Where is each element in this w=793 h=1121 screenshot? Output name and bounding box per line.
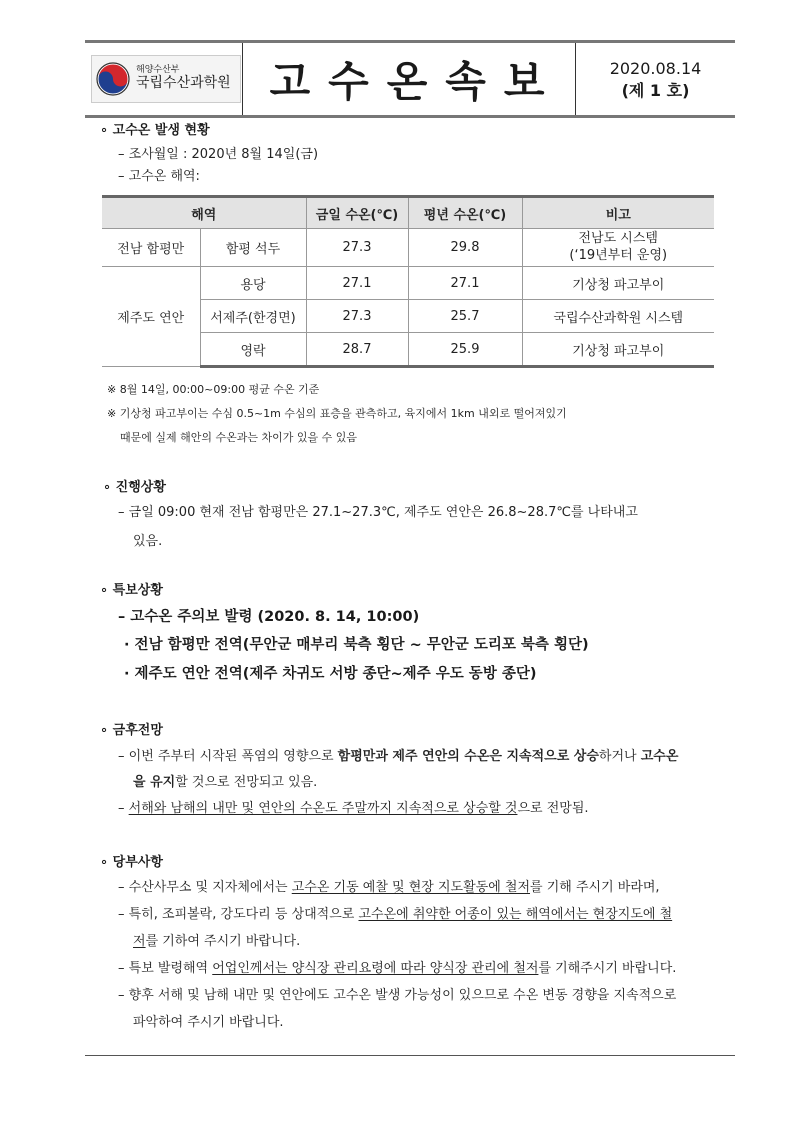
ministry-name: 해양수산부: [136, 65, 180, 76]
outlook-emphasis: 고수온: [640, 749, 679, 764]
warning-issued: – 고수온 주의보 발령 (2020. 8. 14, 10:00): [118, 609, 420, 625]
request-text: – 특히, 조피볼락, 강도다리 등 상대적으로: [118, 907, 359, 922]
outlook-text: 할 것으로 전망되고 있음.: [175, 775, 318, 790]
request-underline: 저: [133, 934, 146, 949]
remarks-cell: 기상청 파고부이: [522, 333, 714, 367]
remarks-line-1: 전남도 시스템: [578, 230, 658, 246]
table-row: [102, 267, 714, 300]
date-cell: [575, 43, 735, 115]
request-text: 를 기해주시기 바랍니다.: [538, 961, 677, 976]
today-temp-cell: 27.3: [306, 229, 408, 267]
site-cell: 용당: [200, 267, 306, 300]
section-title-outlook: ∘ 금후전망: [100, 723, 163, 738]
request-text: – 특보 발령해역: [118, 961, 213, 976]
warning-area-2: · 제주도 연안 전역(제주 차귀도 서방 종단~제주 우도 동방 종단): [124, 666, 537, 682]
outlook-line-1: [118, 750, 678, 763]
today-temp-cell: 28.7: [306, 333, 408, 367]
today-temp-cell: 27.1: [306, 267, 408, 300]
outlook-emphasis: 을 유지: [133, 775, 176, 790]
remarks-cell: 기상청 파고부이: [522, 267, 714, 300]
site-cell: 영락: [200, 333, 306, 367]
outlook-underline: 서해와 남해의 내만 및 연안의 수온도 주말까지 지속적으로 상승할 것: [128, 801, 518, 816]
table-row: [102, 229, 714, 267]
sea-area-label: – 고수온 해역:: [118, 169, 200, 184]
header-remarks: 비고: [522, 197, 714, 229]
outlook-line-2: [133, 776, 317, 789]
footer-divider: [85, 1055, 735, 1056]
request-underline: 고수온에 취약한 어종이 있는 해역에서는 현장지도에 철: [358, 907, 673, 922]
request-text: 를 기해 주시기 바라며,: [530, 880, 660, 895]
normal-temp-cell: 25.9: [408, 333, 522, 367]
outlook-line-3: [118, 802, 589, 815]
request-line-5: – 향후 서해 및 남해 내만 및 연안에도 고수온 발생 가능성이 있으므로 수온 변동 경향을 지속적으로: [118, 988, 677, 1003]
footnote-2: ※ 기상청 파고부이는 수심 0.5~1m 수심의 표층을 관측하고, 육지에서 1km 내외로 떨어져있기: [107, 407, 567, 420]
normal-temp-cell: 27.1: [408, 267, 522, 300]
request-underline: 어업인께서는 양식장 관리요령에 따라 양식장 관리에 철저: [212, 961, 539, 976]
request-line-1: [118, 881, 660, 894]
section-title-status: ∘ 고수온 발생 현황: [100, 123, 210, 138]
table-header-row: [102, 197, 714, 229]
site-cell: 함평 석두: [200, 229, 306, 267]
footnote-1: ※ 8월 14일, 00:00~09:00 평균 수온 기준: [107, 383, 320, 396]
institute-name: 국립수산과학원: [136, 75, 231, 92]
region-cell: 전남 함평만: [102, 229, 200, 267]
outlook-text: 하거나: [598, 749, 641, 764]
issue-date: 2020.08.14: [609, 59, 702, 79]
request-underline: 고수온 기동 예찰 및 현장 지도활동에 철저: [291, 880, 531, 895]
region-cell: 제주도 연안: [102, 267, 200, 367]
footnote-3: 때문에 실제 해안의 수온과는 차이가 있을 수 있음: [120, 431, 357, 444]
section-title-requests: ∘ 당부사항: [100, 855, 163, 870]
issue-number: (제 1 호): [621, 81, 690, 100]
request-line-4: [118, 962, 676, 975]
normal-temp-cell: 25.7: [408, 300, 522, 333]
request-line-2: [118, 908, 672, 921]
outlook-emphasis: 함평만과 제주 연안의 수온은 지속적으로 상승: [337, 749, 599, 764]
survey-date: – 조사월일 : 2020년 8월 14일(금): [118, 147, 319, 162]
header-sea-area: 해역: [102, 197, 306, 229]
remarks-cell: 국립수산과학원 시스템: [522, 300, 714, 333]
logo-cell: [85, 43, 243, 115]
outlook-text: – 이번 주부터 시작된 폭염의 영향으로: [118, 749, 338, 764]
normal-temp-cell: 29.8: [408, 229, 522, 267]
request-text: 를 기하여 주시기 바랍니다.: [145, 934, 301, 949]
today-temp-cell: 27.3: [306, 300, 408, 333]
temperature-table: [102, 195, 714, 368]
section-title-progress: ∘ 진행상황: [103, 480, 166, 495]
request-text: – 수산사무소 및 지자체에서는: [118, 880, 292, 895]
progress-line-2: 있음.: [133, 534, 163, 549]
outlook-text: –: [118, 801, 129, 816]
remarks-cell: [522, 229, 714, 267]
header-today-temp: 금일 수온(℃): [306, 197, 408, 229]
document-header: [85, 40, 735, 118]
section-title-warning: ∘ 특보상황: [100, 583, 163, 598]
org-logo: [91, 55, 241, 103]
remarks-line-2: (‘19년부터 운영): [569, 247, 668, 263]
document-title: 고수온속보: [269, 57, 563, 106]
site-cell: 서제주(한경면): [200, 300, 306, 333]
request-line-6: 파악하여 주시기 바랍니다.: [133, 1015, 284, 1030]
taegeuk-emblem-icon: [96, 62, 130, 96]
progress-line-1: – 금일 09:00 현재 전남 함평만은 27.1~27.3℃, 제주도 연안은 26.8~28.7℃를 나타내고: [118, 505, 638, 520]
request-line-3: [133, 935, 300, 948]
outlook-text: 으로 전망됨.: [517, 801, 589, 816]
warning-area-1: · 전남 함평만 전역(무안군 매부리 북측 횡단 ~ 무안군 도리포 북측 횡단): [124, 637, 589, 653]
header-normal-temp: 평년 수온(℃): [408, 197, 522, 229]
